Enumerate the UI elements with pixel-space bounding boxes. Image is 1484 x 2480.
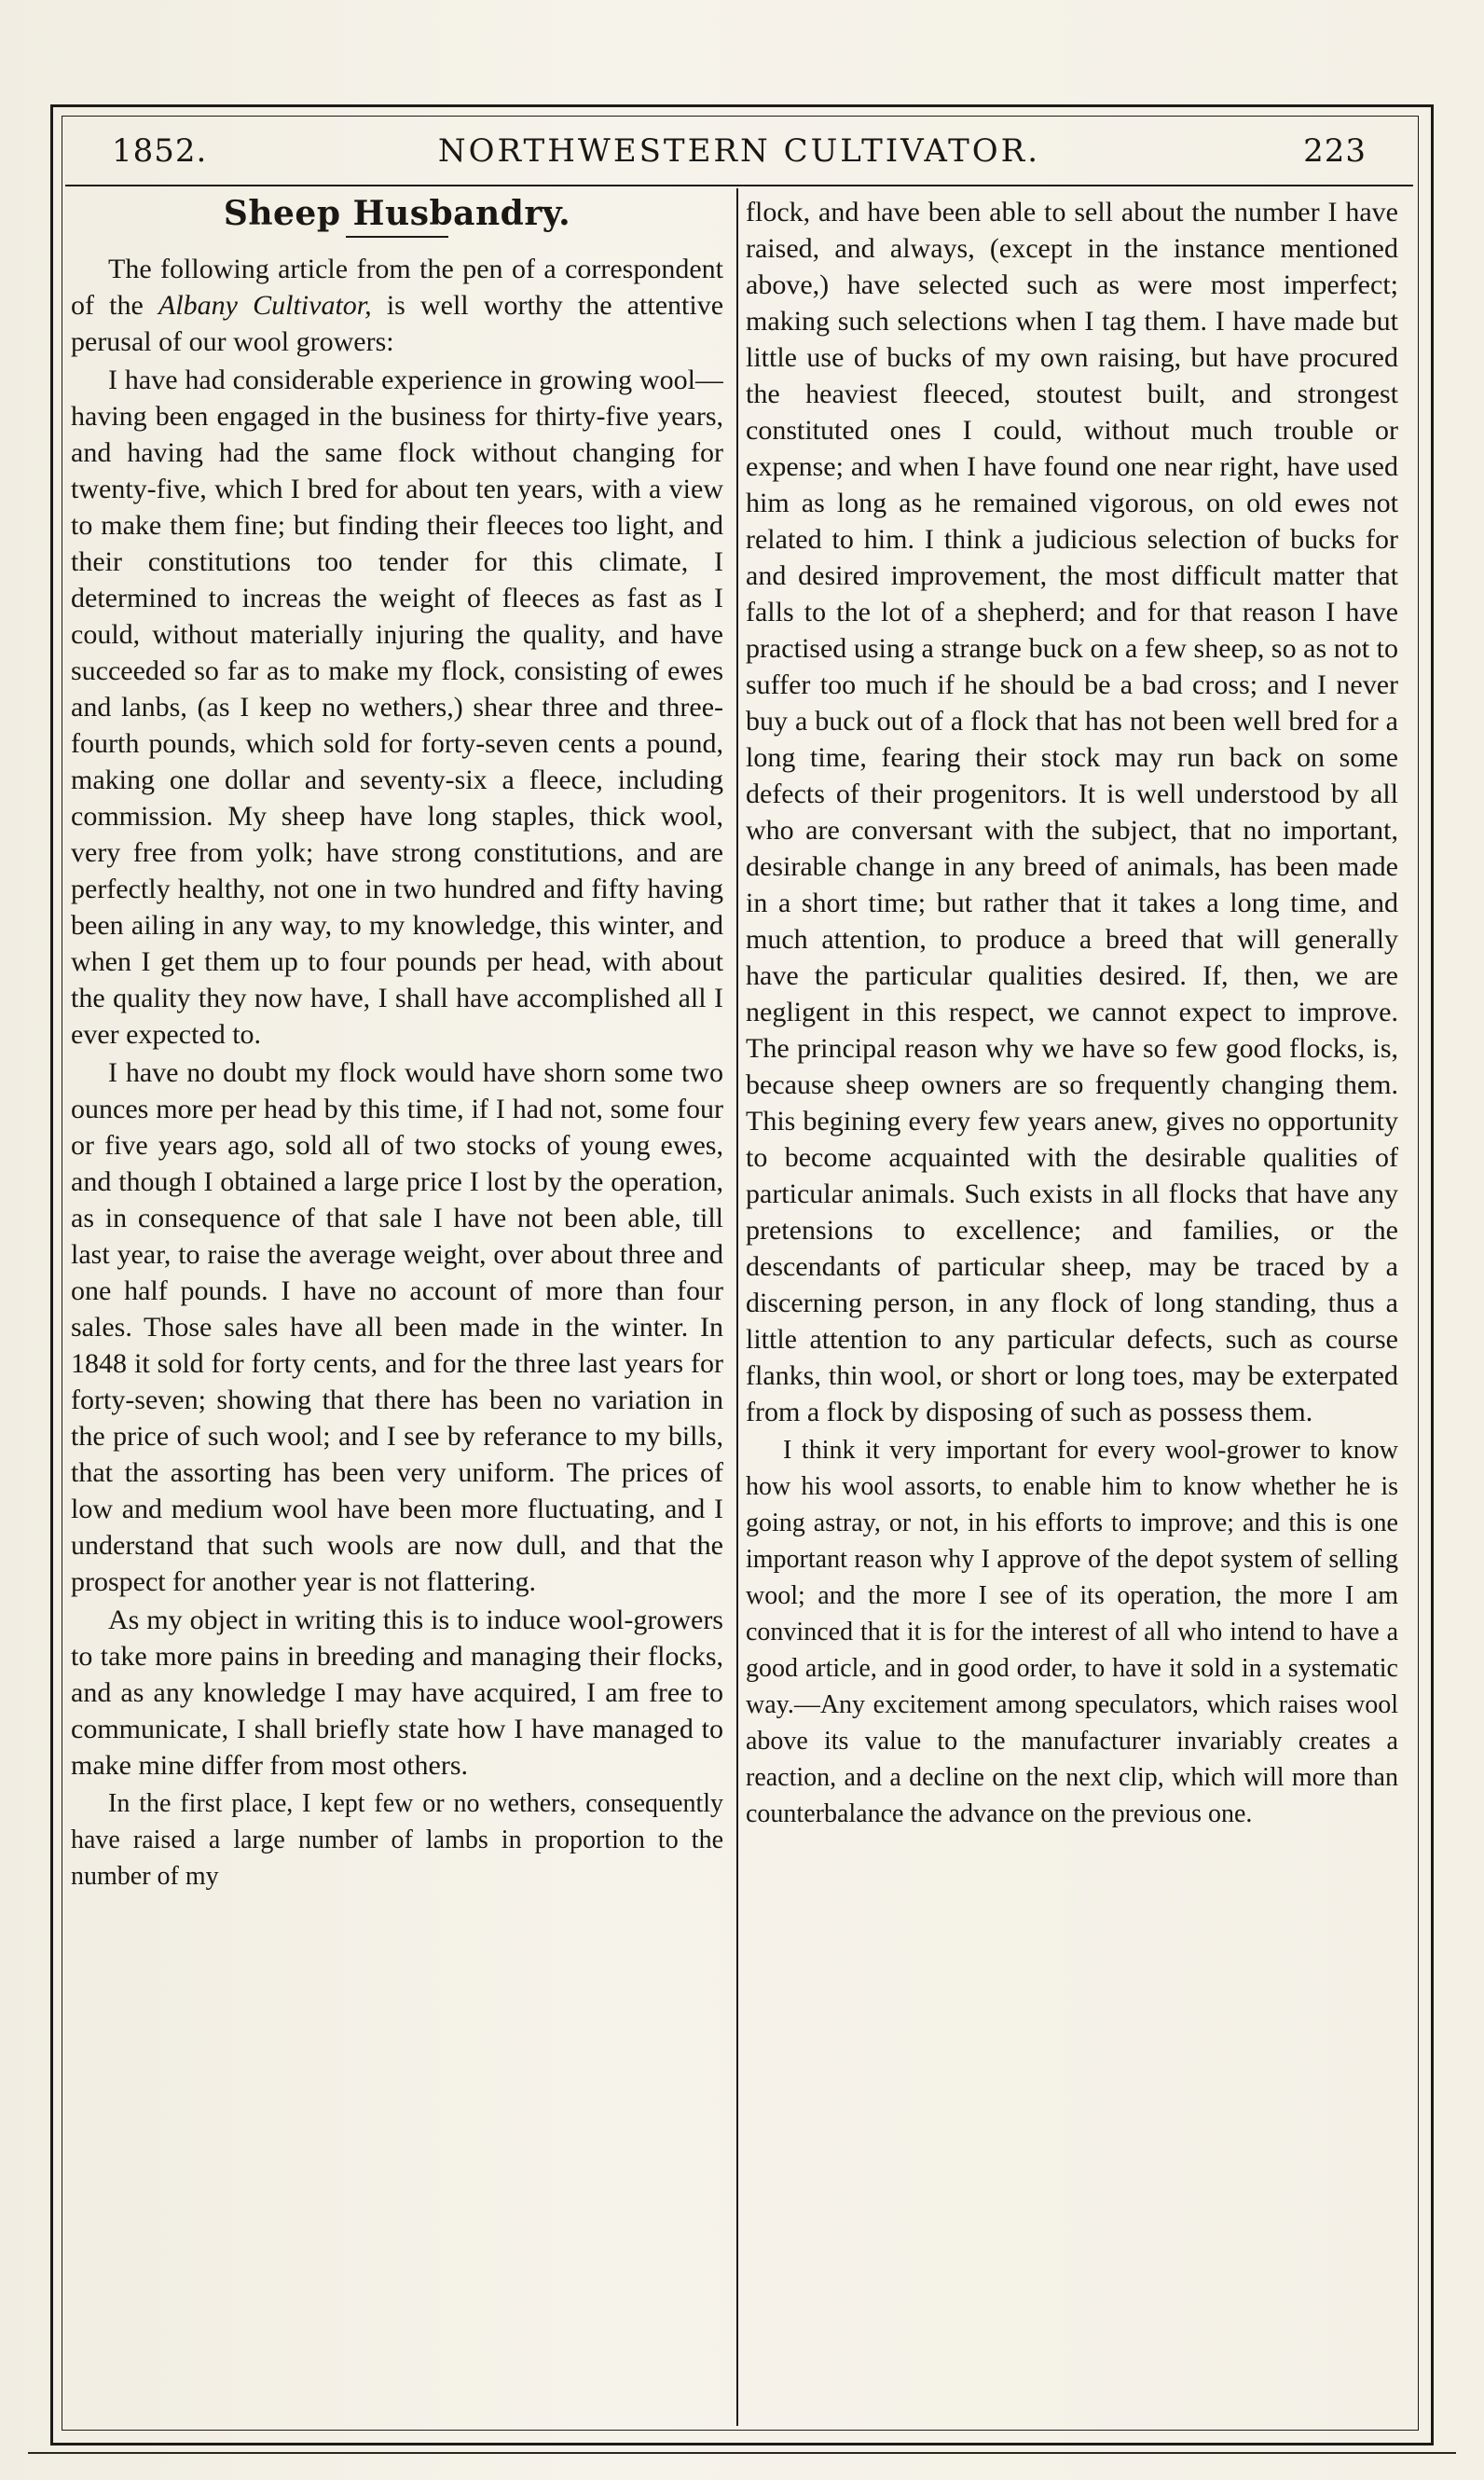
header-rule [65, 185, 1413, 186]
page-header [65, 127, 1413, 183]
source-name: Albany Cultivator, [158, 290, 372, 321]
column-divider [736, 188, 738, 2426]
right-column [746, 194, 1398, 2422]
intro-before: The following article from the pen of a correspondent of the [71, 254, 723, 321]
left-column [71, 194, 723, 2422]
article-paragraph-4-start: In the first place, I kept few or no wethers, consequently have raised a large number of lambs in proportion to the number of my [71, 1789, 723, 1891]
article-paragraph-1: I have had considerable experience in growing wool—having been engaged in the business for thirty-five years, and having had the same flock without changing for twenty-five, which I bred for about ten years, with a view to make them fine; but finding their fleeces too light, and their constitutions too tender for this climate, I determined to increas the weight of fleeces as fast as I could, without materially injuring the quality, and have succeeded so far as to make my flock, consisting of ewes and lanbs, (as I keep no wethers,) shear three and three-fourth pounds, which sold for forty-seven cents a pound, making one dollar and seventy-six a fleece, including commission. My sheep have long staples, thick wool, very free from yolk; have strong constitutions, and are perfectly healthy, not one in two hundred and fifty having been ailing in any way, to my knowledge, this winter, and when I get them up to four pounds per head, with about the quality they now have, I shall have accomplished all I ever expected to. [71, 365, 723, 1050]
article-paragraph-5: I think it very important for every wool-grower to know how his wool assorts, to enable him to know whether he is going astray, or not, in his efforts to improve; and this is one important reason why I approve of the depot system of selling wool; and the more I see of its operation, the more I am convinced that it is for the interest of all who intend to have a good article, and in good order, to have it sold in a systematic way.—Any excitement among speculators, which raises wool above its value to the manufacturer invariably creates a reaction, and a decline on the next clip, which will more than counterbalance the advance on the previous one. [746, 1436, 1398, 1828]
article-paragraph-3: As my object in writing this is to induce wool-growers to take more pains in breeding and managing their flocks, and as any knowledge I may have acquired, I am free to communicate, I shall briefly state how I have managed to make mine differ from most others. [71, 1605, 723, 1781]
article-paragraph-4-continued: flock, and have been able to sell about the number I have raised, and always, (except in the instance mentioned above,) have selected such as were most imperfect; making such selections when I tag them. I have made but little use of bucks of my own raising, but have procured the heaviest fleeced, stoutest built, and strongest constituted ones I could, without much trouble or expense; and when I have found one near right, have used him as long as he remained vigorous, on old ewes not related to him. I think a judicious selection of bucks for and desired improvement, the most difficult matter that falls to the lot of a shepherd; and for that reason I have practised using a strange buck on a few sheep, so as not to suffer too much if he should be a bad cross; and I never buy a buck out of a flock that has not been well bred for a long time, fearing their stock may run back on some defects of their progenitors. It is well understood by all who are conversant with the subject, that no important, desirable change in any breed of animals, has been made in a short time; but rather that it takes a long time, and much attention, to produce a breed that will generally have the particular qualities desired. If, then, we are negligent in this respect, we cannot expect to improve. The principal reason why we have so few good flocks, is, because sheep owners are so frequently changing them. This begining every few years anew, gives no opportunity to become acquainted with the desirable qualities of particular animals. Such exists in all flocks that have any pretensions to excellence; and families, or the descendants of particular sheep, may be traced by a discerning person, in any flock of long standing, thus a little attention to any particular defects, such as course flanks, thin wool, or short or long toes, may be exterpated from a flock by disposing of such as possess them. [746, 197, 1398, 1427]
article-intro [71, 251, 723, 360]
header-publication-title: NORTHWESTERN CULTIVATOR. [437, 132, 1041, 170]
article-title: Sheep Husbandry. [223, 194, 571, 233]
header-year: 1852. [112, 132, 208, 170]
header-page-number: 223 [1303, 132, 1367, 170]
bottom-rule [28, 2452, 1456, 2454]
title-rule [346, 236, 448, 238]
article-paragraph-2: I have no doubt my flock would have shorn some two ounces more per head by this time, if I had not, some four or five years ago, sold all of two stocks of young ewes, and though I obtained a large price I lost by the operation, as in consequence of that sale I have not been able, till last year, to raise the average weight, over about three and one half pounds. I have no account of more than four sales. Those sales have all been made in the winter. In 1848 it sold for forty cents, and for the three last years for forty-seven; showing that there has been no variation in the price of such wool; and I see by referance to my bills, that the assorting has been very uniform. The prices of low and medium wool have been more fluctuating, and I understand that such wools are now dull, and that the prospect for another year is not flattering. [71, 1057, 723, 1597]
intro-after: is well worthy the attentive perusal of our wool growers: [71, 290, 723, 357]
